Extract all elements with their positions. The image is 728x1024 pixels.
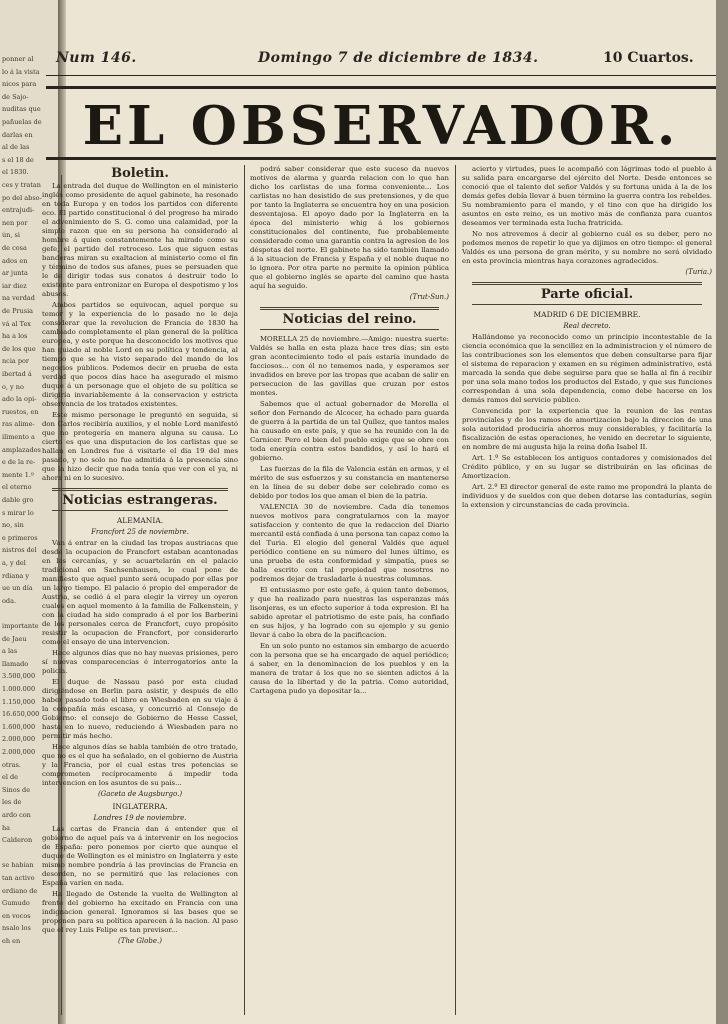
issue-number: Num 146. — [56, 50, 137, 66]
inglaterra-dateline: Londres 19 de noviembre. — [93, 814, 187, 822]
col3-paragraph: Art. 2.º El director general de este ramo me propondrá la planta de individuos y de sueldos con que deben dotarse las contadurías, según la extension y circunstancias de cada provincia. — [462, 483, 712, 509]
binding-text-fragment: nistros del — [2, 546, 37, 555]
col3-paragraph: Hallándome ya reconocido como un principio incontestable de la ciencia económica que la sencillez en la administracion y el número de las contribuciones son los elementos que deben consultarse para fijar el sistema de reparacion y examen en su régimen administrativo, está marcada la senda que debe seguirse para que se halla al fin á recibir por una sola mano todos los productos del Estado, y que sus funciones correspondan á una sola dependencia, como debe hacerse en los demás ramos del servicio público. — [462, 333, 712, 404]
col2-paragraph: Sabemos que el actual gobernador de Morella el señor don Fernando de Alcocer, ha echado para guarda de guerra á la partida de un tal Quílez, que tantos males ha causado en este país, y que se ha reunido con la de Carnicer. Pero el bien del pueblo exige que se obre con toda energía contra estos bandidos, y así lo hará el gobierno. — [250, 400, 449, 462]
binding-text-fragment: ilimento a — [2, 433, 35, 441]
binding-text-fragment: ponner al — [2, 55, 34, 63]
binding-text-fragment: 3.500,000 — [2, 672, 36, 681]
binding-text-fragment: po del abso- — [2, 193, 42, 202]
col1-paragraph: Van á entrar en la ciudad las tropas austriacas que desde la ocupacion de Francfort estaban acantonadas en las cercanías, y se acuartelarán en el palacio tradicional en Sachsenhausen, lo cual pone de manifiesto que aquel punto será ocupado por ellas por un largo tiempo. El palacio ó propio del emperador de Austria, se cedió á el para elegir la virrey un oyeron cuales en aquel momento á la familia de Falkenstein, y con la ciudad ha sido comprado á el por los Barberini de los personales cerca de Francfort, cuyo propósito resistir la ocupacion de Francfort, por considerarlo como el ensayo de una intervencion. — [42, 539, 238, 646]
page-right-edge — [716, 0, 728, 1024]
binding-text-fragment: el de — [2, 773, 18, 782]
masthead-rule-top — [46, 75, 716, 76]
binding-text-fragment: importante — [2, 622, 39, 630]
section-divider — [472, 282, 702, 285]
binding-text-fragment: de cosa — [2, 244, 27, 252]
binding-text-fragment: nuditas que — [2, 105, 41, 114]
binding-text-fragment: ruestos, en — [2, 407, 39, 416]
binding-text-fragment: ados en — [2, 256, 28, 265]
binding-text-fragment: les de — [2, 798, 22, 807]
col2-paragraph: MORELLA 25 de noviembre.—Amigo: nuestra suerte: Valdés se halla en esta plaza hace tres días; sin este gran acontecimiento todo el país estaría inundado de facciosos... con él no tememos nada, y esperamos ser invadidos en breve por las tropas que acaban de salir en persecucion de las gavillas que cruzan por estos montes. — [250, 335, 449, 397]
col3-paragraph: Art. 1.º Se establecen los antiguos contadores y comisionados del Crédito público, y en su lugar se distribuirán en las oficinas de Amortizacion. — [462, 454, 712, 480]
masthead-rule-bottom — [46, 157, 716, 160]
section-divider — [472, 304, 702, 305]
binding-text-fragment: Gumudo — [2, 899, 30, 908]
binding-text-fragment: erdiano de — [2, 886, 38, 895]
binding-text-fragment: de Prusia — [2, 307, 34, 315]
binding-text-fragment: e de la re- — [2, 458, 36, 467]
column-divider-1 — [244, 165, 245, 1015]
decree-label: Real decreto. — [563, 322, 611, 330]
binding-text-fragment: entrajudi- — [2, 206, 35, 215]
binding-text-fragment: ha a los — [2, 332, 28, 341]
section-divider — [260, 329, 439, 330]
binding-text-fragment: ha — [2, 823, 11, 832]
binding-text-fragment: Sinos de — [2, 785, 31, 794]
binding-text-fragment: a las — [2, 647, 18, 656]
col1-paragraph: Este mismo personage le preguntó en seguida, si don Carlos recibiría auxilios, y el noble Lord manifestó que no protegería en manera alguna su causa. Lo cierto es que una disputacion de los carlistas que se hallan en Londres fue á visitarle el dia 19 del mes pasado, y no solo no fue admitida á la presencia sino que la hizo decir que nada tenía que ver con el ya, ni ahora ni en lo sucesivo. — [42, 411, 238, 482]
madrid-dateline: MADRID 6 DE DICIEMBRE. — [533, 310, 641, 319]
inglaterra-heading: INGLATERRA. — [112, 802, 168, 811]
source-credit: (Turia.) — [685, 268, 712, 276]
binding-text-fragment: nen por — [2, 218, 28, 227]
source-credit: (Gaceta de Augsburgo.) — [97, 790, 183, 798]
section-divider — [52, 510, 228, 511]
section-divider — [260, 307, 439, 310]
col1-paragraph: El duque de Nassau pasó por esta ciudad dirigiéndose en Berlin para asistir, y después de ello haber pasado todo el libro en Wiesbaden en su viaje á la compañía más escasa, y concurrió al Consejo de Gobierno: el consejo de Gobierno de Hesse Cassel, hasta en lo nuevo, reduciendo á Wiesbaden para no permitir más hecho. — [42, 678, 238, 740]
masthead-rule-thick — [46, 86, 716, 89]
col2-paragraph: VALENCIA 30 de noviembre. Cada día tenemos nuevos motivos para congratularnos con la mayor satisfaccion y contento de que la redaccion del Diario mercantil está confiada á una persona tan capaz como la del Turia. El elogio del general Valdés que aquel periódico contiene en su número del lunes último, es una prueba de esta conformidad y simpatía, pues se halla escrito con tal propiedad que nosotros no podremos dejar de trasladarle á nuestras columnas. — [250, 503, 449, 583]
column-2 — [250, 165, 449, 1020]
binding-text-fragment: ras alime- — [2, 420, 35, 429]
binding-text-fragment: en vocos — [2, 911, 31, 920]
col1-paragraph: La entrada del duque de Wellington en el ministerio inglés como presidente de aquel gabinete, ha resonado en toda Europa y en todos los partidos con diferente eco. El partido constitucional ó del progreso ha mirado el advenimiento de S. G. como una calamidad, por la simple razon que en su persona ha considerado al hombre á quien constantemente ha mirado como su gefe, el partido del retroceso. Los que siguen estas banderas miran su exaltacion al ministerio como el fin y término de todos sus afanes, pues se persuaden que le de dirigir todas sus conatos á destruir todo lo existente para entronizar en Europa el despotismo y los abusos. — [42, 182, 238, 298]
col1-paragraph: Ambos partidos se equivocan, aquel porque su temor y la experiencia de lo pasado no le deja considerar que la revolucion de Francia de 1830 ha cambiado completamente el plan general de la política europea, y este porque ha desconocido los motivos que han guiado al noble Lord en su política y tendencia, al tiempo que se ha visto separado del mando de los negocios públicos. Podemos decir en prueba de esta verdad que pocos días hace ha asegurado el mismo duque á un personage que el objeto de su política se dirigiría invariablemente á la conservacion y estricta observancia de los tratados existentes. — [42, 301, 238, 408]
boletin-heading: Boletin. — [111, 166, 169, 181]
binding-text-fragment: eh en — [2, 937, 21, 945]
newspaper-page — [42, 0, 716, 1024]
col1-paragraph: Hace algunos días que no hay nuevas prisiones, pero sí nuevas comparecencias é interrogatorios ante la policía. — [42, 649, 238, 675]
binding-text-fragment: el 1830. — [2, 168, 29, 177]
column-1 — [42, 165, 238, 1020]
col3-paragraph: No nos atrevemos á decir al gobierno cuál es su deber, pero no podemos menos de repetir lo que ya dijimos en otro tiempo: el general Valdés es una persona de gran mérito, y su nombre no será olvidado en esta provincia mientras haya corazones agradecidos. — [462, 230, 712, 265]
noticias-estrangeras-heading: Noticias estrangeras. — [62, 493, 218, 508]
issue-date: Domingo 7 de diciembre de 1834. — [258, 50, 539, 66]
binding-text-fragment: a, y del — [2, 559, 26, 567]
binding-text-fragment: darlas en — [2, 130, 33, 139]
binding-text-fragment: vá al Tex — [2, 319, 31, 328]
binding-text-fragment: 2.000,000 — [2, 748, 36, 756]
binding-text-fragment: otras. — [2, 760, 21, 769]
masthead — [56, 0, 716, 160]
binding-text-fragment: ue un día — [2, 584, 33, 593]
binding-text-fragment: ncia por — [2, 357, 30, 366]
col3-paragraph: Convencida por la experiencia que la reunion de las rentas provinciales y de los ramos de amortizacion bajo la direccion de una sola autoridad produciría ahorros muy considerables, y facilitaría la fiscalización de estas operaciones, he venido en decretar lo siguiente, en nombre de mi augusta hija la reina doña Isabel II. — [462, 407, 712, 451]
col2-paragraph: Las fuerzas de la fila de Valencia están en armas, y el mérito de sus esfuerzos y su constancia en mantenerse en la línea de su deber debe ser celebrado como es debido por todos los que aman el bien de la patria. — [250, 465, 449, 500]
binding-text-fragment: 16.650,000 — [2, 710, 40, 719]
column-3 — [462, 165, 712, 1020]
binding-text-fragment: s mirar lo — [2, 508, 34, 517]
binding-text-fragment: al de las — [2, 143, 30, 152]
source-credit: (The Globe.) — [118, 937, 162, 945]
binding-text-fragment: de Jaeu — [2, 634, 27, 643]
col2-paragraph: El entusiasmo por este gefe, á quien tanto debemos, y que ha realizado para nuestras las esperanzas más lisonjeras, es un efecto superior á toda expresion. Él ha sabido apretar el patriotismo de este país, ha confiado en sus hijos, y ha logrado con su ejemplo y su genio llevar á cabo la obra de la pacificacion. — [250, 586, 449, 639]
issue-price: 10 Cuartos. — [603, 50, 694, 66]
binding-text-fragment: de los que — [2, 344, 36, 353]
binding-text-fragment: pañuelas de — [2, 118, 42, 126]
col1-paragraph: Las cartas de Francia dan á entender que el gobierno de aquel país va á intervenir en los negocios de España: pero ponemos por cierto que aunque el duque de Wellington es el ministro en Inglaterra y este mismo nombre pondría á las provincias de Francia en desorden, no se permitirá que las relaciones con España varíen en nada. — [42, 825, 238, 887]
binding-text-fragment: lo á la vista — [2, 67, 40, 76]
binding-text-fragment: 2.000,000 — [2, 735, 36, 744]
binding-text-fragment: nsalo los — [2, 924, 31, 933]
binding-text-fragment: ún, si — [2, 231, 20, 240]
binding-text-fragment: ar junta — [2, 269, 28, 278]
binding-text-fragment: s el 18 de — [2, 155, 34, 164]
noticias-del-reino-heading: Noticias del reino. — [282, 312, 417, 327]
binding-text-fragment: nicos para — [2, 80, 37, 89]
col1-paragraph: Ha llegado de Ostende la vuelta de Wellington al frente del gobierno ha excitado en Francia con una indignacion general. Ignoramos si las bases que se proponen para su política aparecen á la nacion. Al paso que el rey Luis Felipe es tan previsor... — [42, 890, 238, 934]
binding-text-fragment: e primeros — [2, 533, 38, 542]
section-divider — [52, 488, 228, 491]
binding-text-fragment: 1.150,000 — [2, 697, 36, 706]
binding-text-fragment: oda. — [2, 596, 17, 605]
alemania-heading: ALEMANIA. — [116, 516, 164, 525]
binding-text-fragment: ces y tratan — [2, 181, 41, 189]
newspaper-title: EL OBSERVADOR. — [82, 95, 680, 157]
binding-text-fragment: o, y no — [2, 382, 24, 391]
binding-text-fragment: ardo con — [2, 811, 31, 819]
binding-text-fragment: no, sin — [2, 521, 24, 530]
binding-text-fragment: de Sajo- — [2, 92, 29, 101]
binding-text-fragment: 1.600,000 — [2, 722, 36, 731]
col1-paragraph: Hace algunos días se habla también de otro tratado, que no es el que ha señalado, en el gobierno de Austria y la Francia, por el cual estas tres potencias se comprometen recíprocamente á impedir toda intervencion en los asuntos de su país... — [42, 743, 238, 787]
binding-text-fragment: amplazados — [2, 445, 41, 454]
binding-text-fragment: llamado — [2, 659, 29, 668]
source-credit: (Trut-Sun.) — [409, 293, 449, 301]
binding-text-fragment: el eterno — [2, 483, 32, 492]
binding-text-fragment: iar diez — [2, 281, 27, 290]
alemania-dateline: Francfort 25 de noviembre. — [91, 528, 189, 536]
col2-paragraph: En un solo punto no estamos sin embargo de acuerdo con la persona que se ha encargado de aquel periódico; á saber, en la denominacion de los pueblos y en la manera de tratar á los que no se sienten adictos á la causa de la libertad y de la patria. Como autoridad, Cartagena pudo ya depositar la... — [250, 642, 449, 695]
binding-text-fragment: dable gro — [2, 496, 34, 504]
binding-text-fragment: mente 1.º — [2, 470, 34, 479]
column-divider-2 — [455, 165, 456, 1015]
binding-text-fragment: rdiana y — [2, 571, 30, 580]
binding-text-fragment: tan activo — [2, 874, 35, 882]
binding-text-fragment: ado la opi- — [2, 395, 37, 404]
binding-text-fragment: se habían — [2, 861, 34, 870]
col2-paragraph: podrá saber considerar que este suceso da nuevos motivos de alarma y guarda relacion con lo que han dicho los carlistas de una forma conveniente... Los carlistas no han desistido de sus pretensiones, y de que por tanto la Inglaterra se encuentra hoy en una posicion desventajosa. El apoyo dado por la Inglaterra en la época del ministerio whig á los gobiernos constitucionales del continente, fue probablemente considerado como una garantía contra la agresion de los déspotas del norte. El gabinete ha sido también llamado á la situacion de Francia y España y el noble duque no lo ignora. Por otra parte no permite la opinion pública que el gobierno inglés se aparte del camino que hasta aquí ha seguido. — [250, 165, 449, 290]
binding-text-fragment: ibertad á — [2, 370, 32, 378]
col3-paragraph: acierto y virtudes, pues le acompañó con lágrimas todo el pueblo á su salida para encargarse del ejército del Norte. Desde entonces se conoció que el talento del señor Valdés y su fortuna unida á la de los demás gefes debía llevar á buen término la guerra contra los rebeldes. Su nombramiento para el mando, y el tino con que ha dirigido los asuntos en este reino, es un motivo más de confianza para cuantos deseamos ver terminada esta lucha fratricida. — [462, 165, 712, 227]
binding-text-fragment: Calderon — [2, 836, 33, 845]
binding-text-fragment: na verdad — [2, 294, 35, 303]
parte-oficial-heading: Parte oficial. — [540, 287, 634, 302]
binding-text-fragment: 1.000.000 — [2, 685, 36, 693]
